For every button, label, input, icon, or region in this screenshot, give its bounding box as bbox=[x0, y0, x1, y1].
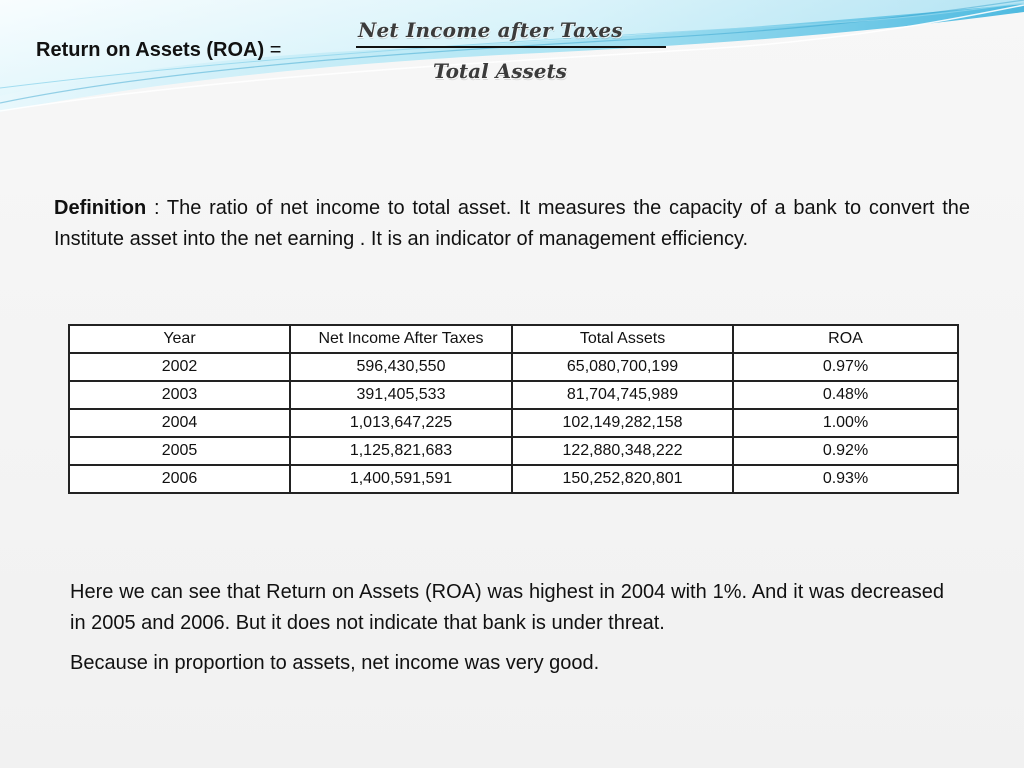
total-assets-cell: 81,704,745,989 bbox=[512, 381, 733, 409]
table-row bbox=[69, 409, 958, 437]
roa-cell: 0.97% bbox=[733, 353, 958, 381]
table-header bbox=[69, 325, 958, 353]
formula-denominator: Total Assets bbox=[433, 59, 567, 83]
roa-cell: 0.92% bbox=[733, 437, 958, 465]
conclusion-paragraph: Here we can see that Return on Assets (ROA) was highest in 2004 with 1%. And it was decreased in 2005 and 2006. But it does not indicate that bank is under threat. bbox=[70, 581, 944, 634]
total-assets-cell: 65,080,700,199 bbox=[512, 353, 733, 381]
equals-sign: = bbox=[264, 39, 282, 61]
roa-data-table bbox=[68, 324, 959, 494]
roa-cell: 0.48% bbox=[733, 381, 958, 409]
fraction-line bbox=[356, 46, 666, 48]
table-body bbox=[69, 353, 958, 493]
formula-numerator: Net Income after Taxes bbox=[358, 18, 623, 42]
net-income-cell: 391,405,533 bbox=[290, 381, 512, 409]
year-cell: 2006 bbox=[69, 465, 290, 493]
table-row bbox=[69, 353, 958, 381]
table-row bbox=[69, 381, 958, 409]
roa-cell: 0.93% bbox=[733, 465, 958, 493]
net-income-cell: 1,125,821,683 bbox=[290, 437, 512, 465]
roa-header: ROA bbox=[733, 325, 958, 353]
definition-text: : The ratio of net income to total asset. It measures the capacity of a bank to convert the Institute asset into the net earning . It is an indicator of management efficiency. bbox=[54, 197, 970, 250]
net-income-header: Net Income After Taxes bbox=[290, 325, 512, 353]
table-row bbox=[69, 437, 958, 465]
net-income-cell: 1,013,647,225 bbox=[290, 409, 512, 437]
year-header: Year bbox=[69, 325, 290, 353]
table-row bbox=[69, 465, 958, 493]
definition-label: Definition bbox=[54, 197, 147, 219]
total-assets-cell: 102,149,282,158 bbox=[512, 409, 733, 437]
year-cell: 2005 bbox=[69, 437, 290, 465]
slide-title bbox=[36, 38, 281, 62]
total-assets-cell: 150,252,820,801 bbox=[512, 465, 733, 493]
definition-paragraph bbox=[54, 193, 970, 255]
net-income-cell: 1,400,591,591 bbox=[290, 465, 512, 493]
year-cell: 2004 bbox=[69, 409, 290, 437]
table-header-row bbox=[69, 325, 958, 353]
roa-cell: 1.00% bbox=[733, 409, 958, 437]
roa-formula bbox=[356, 18, 668, 84]
total-assets-cell: 122,880,348,222 bbox=[512, 437, 733, 465]
year-cell: 2003 bbox=[69, 381, 290, 409]
conclusion-note: Because in proportion to assets, net income was very good. bbox=[70, 652, 600, 674]
roa-title-text: Return on Assets (ROA) bbox=[36, 39, 265, 61]
net-income-cell: 596,430,550 bbox=[290, 353, 512, 381]
year-cell: 2002 bbox=[69, 353, 290, 381]
roa-table-container bbox=[68, 324, 957, 494]
total-assets-header: Total Assets bbox=[512, 325, 733, 353]
